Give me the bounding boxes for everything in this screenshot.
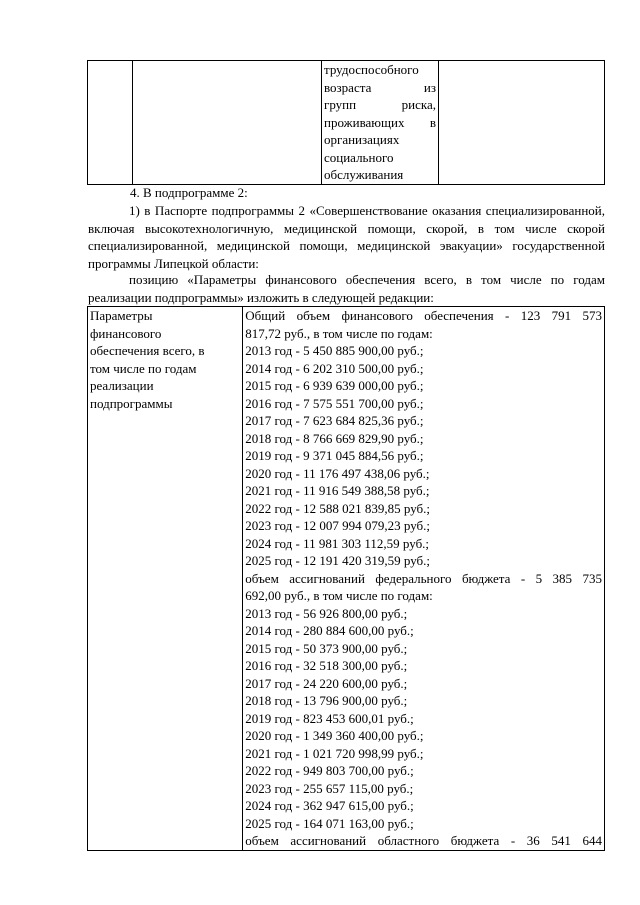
cell-line: возраста из bbox=[324, 79, 436, 95]
year-line: 2017 год - 7 623 684 825,36 руб.; bbox=[245, 413, 424, 428]
cell-line: социального bbox=[324, 149, 394, 165]
cell-line: организациях bbox=[324, 132, 400, 147]
federal-funding-line: 692,00 руб., в том числе по годам: bbox=[245, 588, 433, 603]
paragraph-item2: позицию «Параметры финансового обеспечения всего, в том числе по годам реализации подпрограммы» изложить в следующей редакции: bbox=[88, 272, 605, 305]
paragraph-item1: 1) в Паспорте подпрограммы 2 «Совершенствование оказания специализированной, включая высокотехнологичную, медицинской помощи, скорой, в том числе скорой специализированной, медицинской помощи, медицинской эвакуации» государственной программы Липецкой области: bbox=[88, 203, 605, 271]
label-line: реализации bbox=[90, 378, 154, 393]
year-line: 2020 год - 1 349 360 400,00 руб.; bbox=[245, 728, 424, 743]
year-line: 2014 год - 280 884 600,00 руб.; bbox=[245, 623, 414, 638]
regional-funding-line: объем ассигнований областного бюджета - 36 541 644 bbox=[245, 833, 602, 848]
year-line: 2024 год - 362 947 615,00 руб.; bbox=[245, 798, 414, 813]
total-funding-line: 817,72 руб., в том числе по годам: bbox=[245, 325, 433, 341]
year-line: 2017 год - 24 220 600,00 руб.; bbox=[245, 675, 408, 691]
year-line: 2024 год - 11 981 303 112,59 руб.; bbox=[245, 535, 430, 551]
year-line: 2016 год - 7 575 551 700,00 руб.; bbox=[245, 395, 424, 411]
year-line: 2025 год - 164 071 163,00 руб.; bbox=[245, 815, 414, 831]
year-line: 2022 год - 12 588 021 839,85 руб.; bbox=[245, 500, 431, 516]
year-line: 2019 год - 9 371 045 884,56 руб.; bbox=[245, 448, 424, 463]
year-line: 2018 год - 8 766 669 829,90 руб.; bbox=[245, 430, 424, 446]
year-line: 2021 год - 11 916 549 388,58 руб.; bbox=[245, 483, 430, 498]
year-line: 2014 год - 6 202 310 500,00 руб.; bbox=[245, 360, 424, 376]
year-line: 2023 год - 12 007 994 079,23 руб.; bbox=[245, 518, 431, 533]
passport-label-cell bbox=[88, 307, 243, 851]
year-line: 2019 год - 823 453 600,01 руб.; bbox=[245, 710, 414, 726]
year-line: 2015 год - 6 939 639 000,00 руб.; bbox=[245, 378, 424, 393]
cell-line: групп риска, bbox=[324, 97, 436, 112]
label-line: Параметры bbox=[90, 308, 153, 323]
year-line: 2015 год - 50 373 900,00 руб.; bbox=[245, 640, 408, 656]
year-line: 2020 год - 11 176 497 438,06 руб.; bbox=[245, 465, 430, 481]
year-line: 2018 год - 13 796 900,00 руб.; bbox=[245, 693, 408, 708]
year-line: 2025 год - 12 191 420 319,59 руб.; bbox=[245, 553, 431, 568]
cell-line: проживающих в bbox=[324, 114, 436, 130]
label-line: обеспечения всего, в bbox=[90, 343, 205, 358]
year-line: 2023 год - 255 657 115,00 руб.; bbox=[245, 780, 414, 796]
label-line: подпрограммы bbox=[90, 395, 173, 411]
passport-table bbox=[87, 306, 605, 851]
year-line: 2021 год - 1 021 720 998,99 руб.; bbox=[245, 745, 424, 761]
section-heading: 4. В подпрограмме 2: bbox=[130, 185, 248, 200]
top-table-fragment bbox=[87, 60, 605, 185]
total-funding-line: Общий объем финансового обеспечения - 123 791 573 bbox=[245, 308, 602, 323]
year-line: 2013 год - 56 926 800,00 руб.; bbox=[245, 605, 408, 621]
passport-value-cell bbox=[243, 307, 605, 851]
table-cell bbox=[133, 61, 322, 185]
label-line: том числе по годам bbox=[90, 360, 197, 376]
table-cell bbox=[88, 61, 133, 185]
cell-line: обслуживания bbox=[324, 167, 404, 182]
year-line: 2022 год - 949 803 700,00 руб.; bbox=[245, 763, 414, 778]
cell-line: трудоспособного bbox=[324, 62, 419, 77]
federal-funding-line: объем ассигнований федерального бюджета - 5 385 735 bbox=[245, 570, 602, 586]
table-row bbox=[88, 307, 605, 851]
year-line: 2016 год - 32 518 300,00 руб.; bbox=[245, 658, 408, 673]
year-line: 2013 год - 5 450 885 900,00 руб.; bbox=[245, 343, 424, 358]
label-line: финансового bbox=[90, 325, 162, 341]
table-row bbox=[88, 61, 605, 185]
table-cell bbox=[439, 61, 605, 185]
table-cell-target-group bbox=[322, 61, 439, 185]
